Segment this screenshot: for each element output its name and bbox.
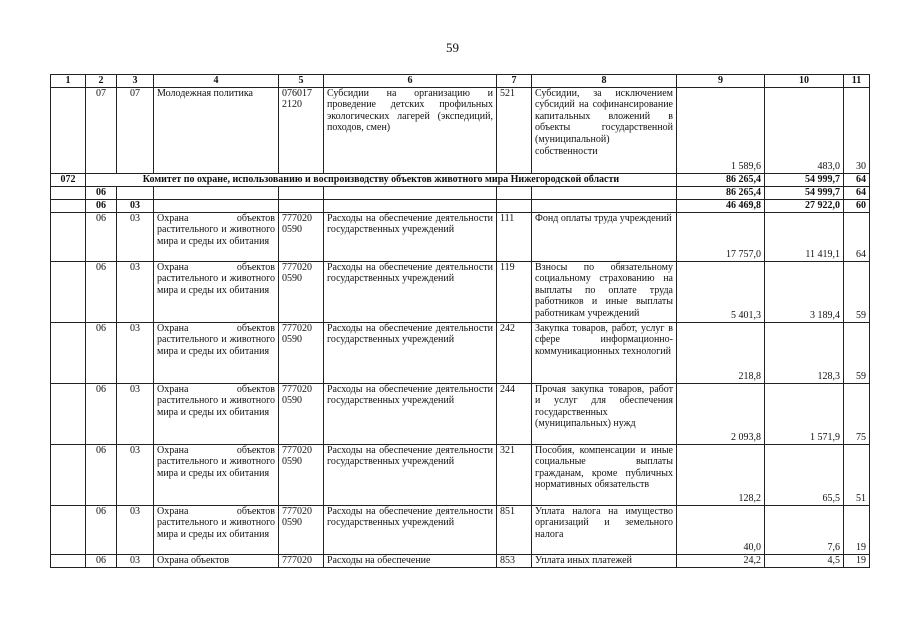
section-total-row xyxy=(51,186,870,199)
cell-purpose: Субсидии на организацию и проведение детских профильных экологических лагерей (экспедиций, походов, смен) xyxy=(324,87,497,173)
cell-expense-name: Прочая закупка товаров, работ и услуг для обеспечения государственных (муниципальных) нужд xyxy=(532,383,677,444)
budget-table xyxy=(50,74,870,568)
cell-plan: 5 401,3 xyxy=(677,261,765,322)
cell-subsection: 03 xyxy=(117,505,154,554)
table-row xyxy=(51,261,870,322)
cell-expense-name: Взносы по обязательному социальному страхованию на выплаты по оплате труда работников и иные выплаты работникам учреждений xyxy=(532,261,677,322)
cell-section: 06 xyxy=(86,554,117,567)
cell-expense-name: Уплата иных платежей xyxy=(532,554,677,567)
cell-section: 06 xyxy=(86,322,117,383)
subsection-plan: 46 469,8 xyxy=(677,199,765,212)
col-header-9: 9 xyxy=(677,75,765,88)
cell-name: Охрана объектов xyxy=(154,554,279,567)
col-header-2: 2 xyxy=(86,75,117,88)
col-header-8: 8 xyxy=(532,75,677,88)
section-actual: 54 999,7 xyxy=(765,186,844,199)
col-header-3: 3 xyxy=(117,75,154,88)
cell-target-code: 777020 0590 xyxy=(279,261,324,322)
cell-actual: 3 189,4 xyxy=(765,261,844,322)
table-row xyxy=(51,444,870,505)
cell-purpose: Расходы на обеспечение деятельности государственных учреждений xyxy=(324,322,497,383)
cell-purpose: Расходы на обеспечение деятельности государственных учреждений xyxy=(324,505,497,554)
col-header-6: 6 xyxy=(324,75,497,88)
cell-actual: 128,3 xyxy=(765,322,844,383)
cell-section: 06 xyxy=(86,505,117,554)
cell-plan: 128,2 xyxy=(677,444,765,505)
cell-name: Охрана объектов растительного и животного мира и среды их обитания xyxy=(154,444,279,505)
cell-actual: 483,0 xyxy=(765,87,844,173)
cell-section: 06 xyxy=(86,444,117,505)
col-header-7: 7 xyxy=(497,75,532,88)
committee-actual: 54 999,7 xyxy=(765,173,844,186)
cell-section: 06 xyxy=(86,212,117,261)
cell-target-code: 777020 xyxy=(279,554,324,567)
cell-expense-name: Уплата налога на имущество организаций и земельного налога xyxy=(532,505,677,554)
committee-row xyxy=(51,173,870,186)
cell-target-code: 777020 0590 xyxy=(279,212,324,261)
cell-percent: 51 xyxy=(844,444,870,505)
cell-plan: 218,8 xyxy=(677,322,765,383)
cell-plan: 24,2 xyxy=(677,554,765,567)
cell-target-code: 777020 0590 xyxy=(279,322,324,383)
cell-purpose: Расходы на обеспечение деятельности государственных учреждений xyxy=(324,444,497,505)
cell-percent: 19 xyxy=(844,554,870,567)
cell-target-code: 076017 2120 xyxy=(279,87,324,173)
cell-name: Охрана объектов растительного и животного мира и среды их обитания xyxy=(154,261,279,322)
col-header-11: 11 xyxy=(844,75,870,88)
cell-target-code: 777020 0590 xyxy=(279,505,324,554)
col-header-1: 1 xyxy=(51,75,86,88)
section-percent: 64 xyxy=(844,186,870,199)
cell-actual: 7,6 xyxy=(765,505,844,554)
cell-percent: 75 xyxy=(844,383,870,444)
cell-percent: 64 xyxy=(844,212,870,261)
col-header-5: 5 xyxy=(279,75,324,88)
cell-subsection: 03 xyxy=(117,444,154,505)
cell-subsection: 07 xyxy=(117,87,154,173)
cell-expense-type: 244 xyxy=(497,383,532,444)
cell-subsection: 03 xyxy=(117,261,154,322)
column-header-row xyxy=(51,75,870,88)
cell-section: 06 xyxy=(86,383,117,444)
subsection-actual: 27 922,0 xyxy=(765,199,844,212)
cell-plan: 17 757,0 xyxy=(677,212,765,261)
cell-percent: 59 xyxy=(844,322,870,383)
cell-expense-type: 521 xyxy=(497,87,532,173)
subsection-percent: 60 xyxy=(844,199,870,212)
cell-expense-type: 242 xyxy=(497,322,532,383)
cell-section: 06 xyxy=(86,261,117,322)
cell-subsection: 03 xyxy=(117,383,154,444)
subsection-code: 03 xyxy=(117,199,154,212)
cell-name: Охрана объектов растительного и животного мира и среды их обитания xyxy=(154,322,279,383)
cell-subsection: 03 xyxy=(117,554,154,567)
cell-subsection: 03 xyxy=(117,212,154,261)
cell-expense-type: 111 xyxy=(497,212,532,261)
cell-name: Молодежная политика xyxy=(154,87,279,173)
page-number: 59 xyxy=(446,40,459,55)
cell-purpose: Расходы на обеспечение деятельности государственных учреждений xyxy=(324,212,497,261)
cell-percent: 59 xyxy=(844,261,870,322)
table-row xyxy=(51,383,870,444)
table-row xyxy=(51,322,870,383)
cell-plan: 2 093,8 xyxy=(677,383,765,444)
col-header-10: 10 xyxy=(765,75,844,88)
section-plan: 86 265,4 xyxy=(677,186,765,199)
table-row xyxy=(51,505,870,554)
cell-purpose: Расходы на обеспечение xyxy=(324,554,497,567)
cell-purpose: Расходы на обеспечение деятельности государственных учреждений xyxy=(324,261,497,322)
cell-actual: 11 419,1 xyxy=(765,212,844,261)
committee-name: Комитет по охране, использованию и воспроизводству объектов животного мира Нижегородской области xyxy=(86,173,677,186)
cell-name: Охрана объектов растительного и животного мира и среды их обитания xyxy=(154,212,279,261)
cell-expense-name: Закупка товаров, работ, услуг в сфере информационно-коммуникационных технологий xyxy=(532,322,677,383)
cell-expense-type: 851 xyxy=(497,505,532,554)
cell-target-code: 777020 0590 xyxy=(279,383,324,444)
cell-percent: 30 xyxy=(844,87,870,173)
table-row xyxy=(51,554,870,567)
cell-expense-name: Субсидии, за исключением субсидий на софинансирование капитальных вложений в объекты государственной (муниципальной) собственности xyxy=(532,87,677,173)
table-row xyxy=(51,87,870,173)
committee-percent: 64 xyxy=(844,173,870,186)
cell-expense-type: 321 xyxy=(497,444,532,505)
committee-plan: 86 265,4 xyxy=(677,173,765,186)
cell-expense-name: Пособия, компенсации и иные социальные выплаты гражданам, кроме публичных нормативных обязательств xyxy=(532,444,677,505)
cell-actual: 65,5 xyxy=(765,444,844,505)
cell-target-code: 777020 0590 xyxy=(279,444,324,505)
committee-code: 072 xyxy=(51,173,86,186)
cell-name: Охрана объектов растительного и животного мира и среды их обитания xyxy=(154,383,279,444)
cell-actual: 4,5 xyxy=(765,554,844,567)
cell-purpose: Расходы на обеспечение деятельности государственных учреждений xyxy=(324,383,497,444)
subsection-total-row xyxy=(51,199,870,212)
cell-expense-type: 853 xyxy=(497,554,532,567)
section-code: 06 xyxy=(86,186,117,199)
cell-plan: 1 589,6 xyxy=(677,87,765,173)
cell-actual: 1 571,9 xyxy=(765,383,844,444)
table-row xyxy=(51,212,870,261)
cell-section: 07 xyxy=(86,87,117,173)
col-header-4: 4 xyxy=(154,75,279,88)
cell-subsection: 03 xyxy=(117,322,154,383)
cell-plan: 40,0 xyxy=(677,505,765,554)
cell-name: Охрана объектов растительного и животного мира и среды их обитания xyxy=(154,505,279,554)
cell-expense-type: 119 xyxy=(497,261,532,322)
cell-expense-name: Фонд оплаты труда учреждений xyxy=(532,212,677,261)
subsection-section-code: 06 xyxy=(86,199,117,212)
cell-percent: 19 xyxy=(844,505,870,554)
